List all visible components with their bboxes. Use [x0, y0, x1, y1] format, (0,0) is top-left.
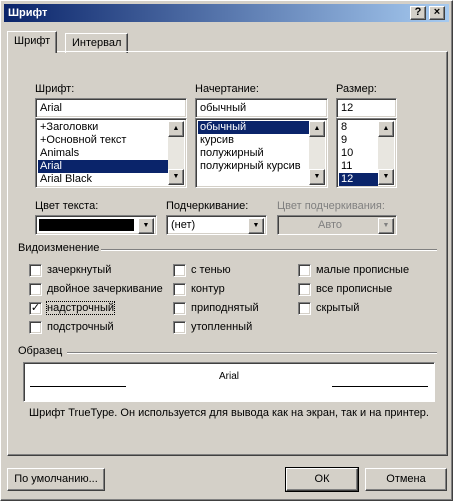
- tab-font-label: Шрифт: [14, 35, 51, 47]
- checkbox-box[interactable]: [29, 283, 42, 296]
- style-input[interactable]: [195, 98, 328, 118]
- check-icon[interactable]: ✓: [30, 302, 41, 314]
- scroll-up-icon[interactable]: ▲: [168, 121, 184, 137]
- close-button[interactable]: [429, 6, 445, 20]
- chevron-down-icon: ▼: [378, 218, 394, 234]
- checkbox-box[interactable]: [29, 321, 42, 334]
- scroll-up-icon[interactable]: ▲: [309, 121, 325, 137]
- style-list-scrollbar[interactable]: [309, 121, 325, 185]
- help-icon: ?: [414, 6, 422, 18]
- font-color-dropdown[interactable]: [35, 215, 157, 235]
- checkbox-box[interactable]: [298, 264, 311, 277]
- checkbox-label: приподнятый: [191, 302, 259, 314]
- checkbox-label: двойное зачеркивание: [47, 283, 163, 295]
- preview-box: [23, 362, 435, 402]
- checkbox-box[interactable]: [298, 283, 311, 296]
- size-list-item[interactable]: 10: [341, 147, 354, 159]
- checkbox-box[interactable]: [29, 264, 42, 277]
- checkbox-box[interactable]: [298, 302, 311, 315]
- size-list-scrollbar[interactable]: [378, 121, 394, 185]
- font-color-label: Цвет текста:: [35, 200, 99, 212]
- style-list-item[interactable]: курсив: [200, 134, 234, 146]
- checkbox-box[interactable]: [173, 321, 186, 334]
- color-swatch: [39, 219, 134, 231]
- checkbox-label: зачеркнутый: [47, 264, 112, 276]
- tab-spacing-label: Интервал: [72, 37, 122, 49]
- checkbox-label: скрытый: [316, 302, 360, 314]
- style-list-item[interactable]: полужирный: [200, 147, 264, 159]
- preview-baseline-left: [30, 386, 126, 387]
- size-list-item-selected[interactable]: 12: [339, 173, 378, 186]
- checkbox-label: все прописные: [316, 283, 393, 295]
- divider: [67, 352, 437, 354]
- size-list[interactable]: [336, 118, 397, 188]
- size-input[interactable]: [336, 98, 397, 118]
- font-list[interactable]: [35, 118, 187, 188]
- size-list-item[interactable]: 8: [341, 121, 348, 133]
- style-list-item-selected[interactable]: обычный: [198, 121, 309, 134]
- tab-font[interactable]: [7, 31, 57, 53]
- underline-color-value: Авто: [318, 219, 342, 231]
- ok-button[interactable]: [286, 468, 358, 491]
- help-button[interactable]: [410, 6, 426, 20]
- scroll-down-icon[interactable]: ▼: [168, 169, 184, 185]
- size-list-item[interactable]: 11: [341, 160, 353, 172]
- underline-label: Подчеркивание:: [166, 200, 249, 212]
- font-list-item[interactable]: Animals: [40, 147, 80, 159]
- scroll-down-icon[interactable]: ▼: [378, 169, 394, 185]
- checkbox-label: подстрочный: [47, 321, 114, 333]
- preview-sample: Arial: [218, 371, 239, 382]
- preview-note: Шрифт TrueType. Он используется для вывода как на экран, так и на принтер.: [29, 407, 429, 419]
- preview-baseline-right: [332, 386, 428, 387]
- font-input[interactable]: [35, 98, 187, 118]
- style-list-item[interactable]: полужирный курсив: [200, 160, 301, 172]
- font-list-item-selected[interactable]: Arial: [38, 160, 168, 173]
- scroll-down-icon[interactable]: ▼: [309, 169, 325, 185]
- underline-color-dropdown: [277, 215, 397, 235]
- default-button[interactable]: [7, 468, 105, 491]
- underline-color-label: Цвет подчеркивания:: [277, 200, 385, 212]
- underline-dropdown[interactable]: [166, 215, 267, 235]
- checkbox-label: надстрочный: [47, 302, 114, 314]
- checkbox-label: малые прописные: [316, 264, 410, 276]
- font-list-scrollbar[interactable]: [168, 121, 184, 185]
- divider: [101, 249, 437, 251]
- size-input-value: 12: [341, 102, 354, 114]
- checkbox-label: утопленный: [191, 321, 253, 333]
- font-input-value: Arial: [40, 102, 63, 114]
- effects-title: Видоизменение: [18, 242, 100, 254]
- chevron-down-icon[interactable]: ▼: [138, 218, 154, 234]
- font-list-item[interactable]: Arial Black: [40, 173, 92, 185]
- style-list[interactable]: [195, 118, 328, 188]
- chevron-down-icon[interactable]: ▼: [248, 218, 264, 234]
- ok-button-label: ОК: [314, 473, 330, 485]
- size-list-item[interactable]: 9: [341, 134, 348, 146]
- default-button-label: По умолчанию...: [14, 473, 98, 485]
- checkbox-box[interactable]: [173, 283, 186, 296]
- checkbox-label: с тенью: [191, 264, 231, 276]
- title-bar[interactable]: [4, 4, 449, 22]
- scroll-up-icon[interactable]: ▲: [378, 121, 394, 137]
- tab-spacing[interactable]: [65, 33, 128, 53]
- checkbox-box[interactable]: [173, 264, 186, 277]
- size-label: Размер:: [336, 83, 377, 95]
- font-list-item[interactable]: +Основной текст: [40, 134, 127, 146]
- font-list-item[interactable]: +Заголовки: [40, 121, 99, 133]
- font-label: Шрифт:: [35, 83, 75, 95]
- preview-title: Образец: [18, 345, 63, 357]
- style-input-value: обычный: [200, 102, 247, 114]
- checkbox-label: контур: [191, 283, 225, 295]
- cancel-button-label: Отмена: [386, 473, 426, 485]
- underline-value: (нет): [171, 219, 196, 231]
- style-label: Начертание:: [195, 83, 259, 95]
- cancel-button[interactable]: [365, 468, 447, 491]
- checkbox-box[interactable]: [173, 302, 186, 315]
- close-icon: ×: [433, 6, 441, 18]
- window-title: Шрифт: [8, 7, 48, 19]
